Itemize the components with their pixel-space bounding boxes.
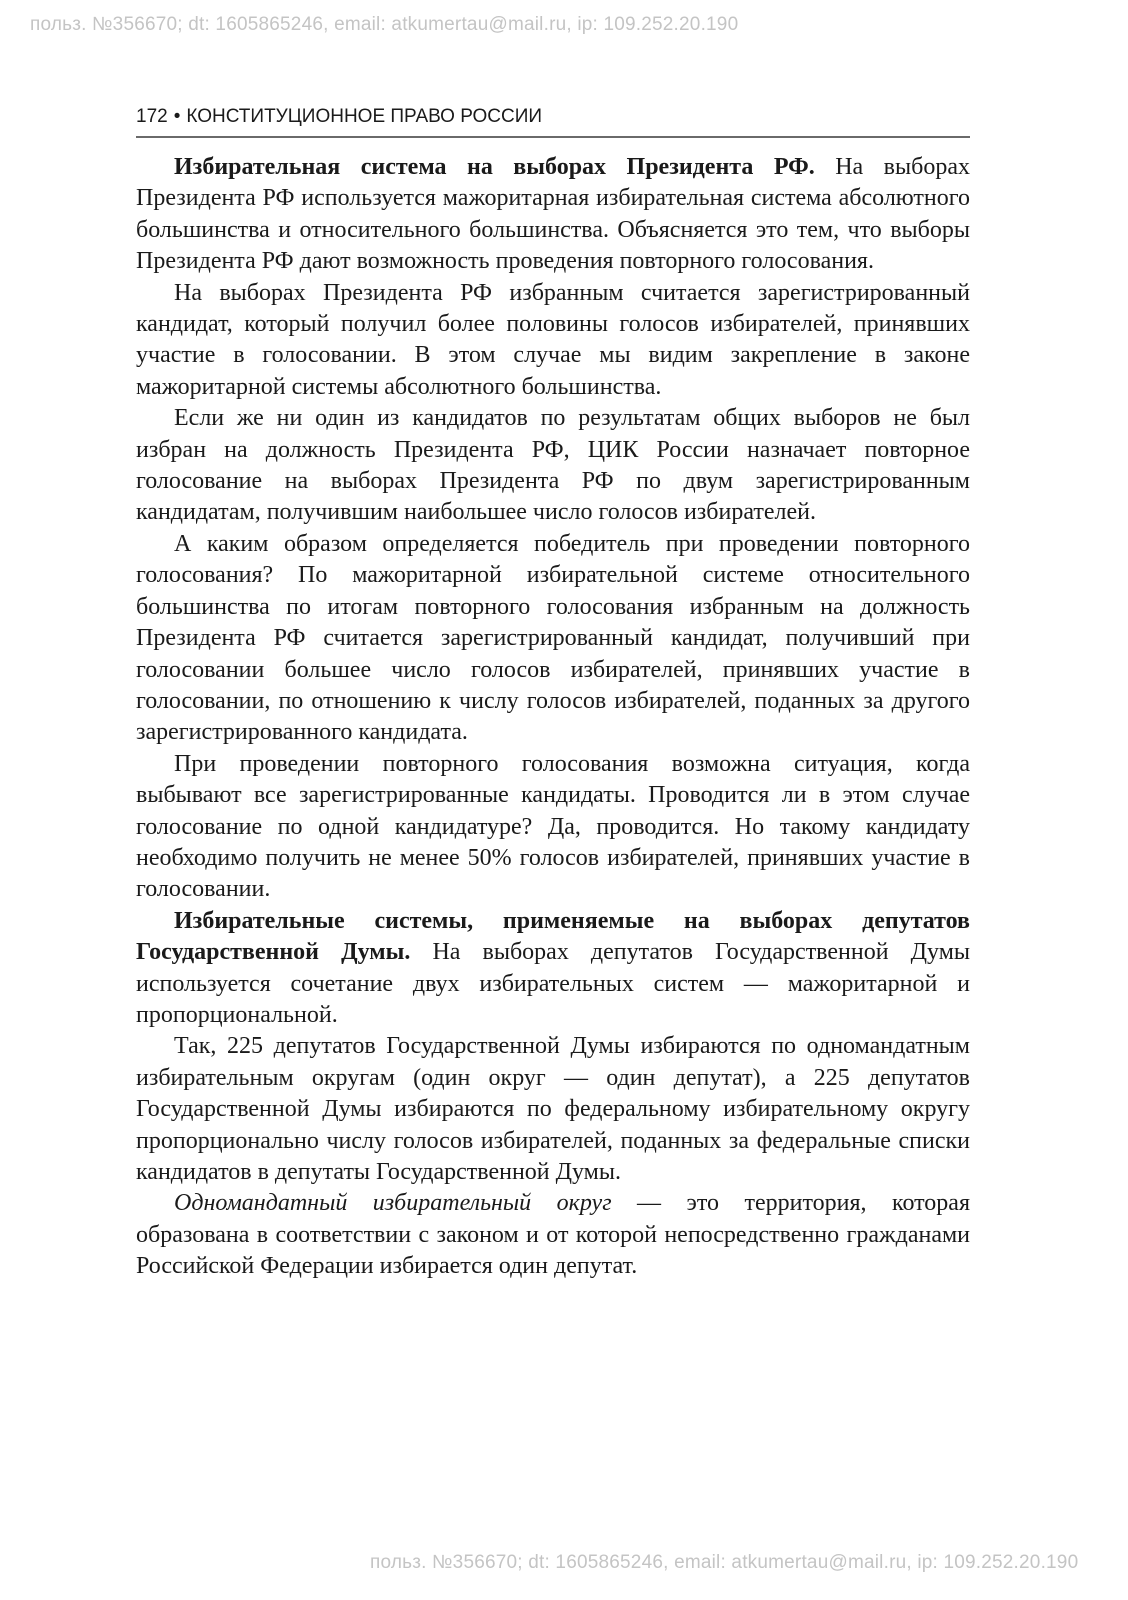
section-heading-duma: Избирательные системы, применяемые на выборах депутатов Государственной Думы. bbox=[136, 907, 970, 966]
paragraph-text: Так, 225 депутатов Государственной Думы избираются по одномандатным избирательным округам (один округ — один депутат), а 225 депутатов Государственной Думы избираются по федеральному избирательному округу пропорционально числу голосов избирателей, поданных за федеральные списки кандидатов в депутаты Государственной Думы. bbox=[136, 1033, 970, 1185]
paragraph-text: На выборах депутатов Государственной Думы используется сочетание двух избирательных систем — мажоритарной и пропорциональной. bbox=[136, 939, 971, 1028]
paragraph-text: — это территория, которая образована в соответствии с законом и от которой непосредственно гражданами Российской Федерации избирается один депутат. bbox=[136, 1190, 970, 1280]
defined-term: Одномандатный избирательный округ bbox=[174, 1190, 612, 1217]
book-title: КОНСТИТУЦИОННОЕ ПРАВО РОССИИ bbox=[186, 106, 543, 127]
section-heading-president: Избирательная система на выборах Президента РФ. bbox=[174, 154, 815, 180]
paragraph-5 bbox=[136, 749, 970, 906]
page-number: 172 bbox=[136, 106, 168, 127]
paragraph-text: На выборах Президента РФ избранным считается зарегистрированный кандидат, который получил более половины голосов избирателей, принявших участие в голосовании. В этом случае мы видим закрепление в законе мажоритарной системы абсолютного большинства. bbox=[136, 279, 970, 400]
paragraph-4 bbox=[136, 529, 970, 749]
paragraph-7 bbox=[136, 1031, 970, 1188]
paragraph-text: На выборах Президента РФ используется мажоритарная избирательная система абсолютного большинства и относительного большинства. Объясняется это тем, что выборы Президента РФ дают возможность проведения повторного голосования. bbox=[136, 154, 970, 275]
body-text bbox=[136, 152, 970, 1283]
paragraph-1 bbox=[136, 152, 970, 278]
paragraph-text: Если же ни один из кандидатов по результатам общих выборов не был избран на должность Президента РФ, ЦИК России назначает повторное голосование на выборах Президента РФ по двум зарегистрированным кандидатам, получившим наибольшее число голосов избирателей. bbox=[136, 405, 970, 526]
running-header bbox=[136, 106, 970, 138]
paragraph-3 bbox=[136, 403, 970, 529]
paragraph-8 bbox=[136, 1188, 970, 1282]
watermark-top: польз. №356670; dt: 1605865246, email: atkumertau@mail.ru, ip: 109.252.20.190 bbox=[30, 14, 739, 35]
header-separator: • bbox=[173, 106, 181, 127]
paragraph-2 bbox=[136, 278, 970, 404]
paragraph-text: А каким образом определяется победитель при проведении повторного голосования? По мажоритарной избирательной системе относительного большинства по итогам повторного голосования избранным на должность Президента РФ считается зарегистрированный кандидат, получивший при голосовании большее число голосов избирателей, принявших участие в голосовании, по отношению к числу голосов избирателей, поданных за другого зарегистрированного кандидата. bbox=[136, 530, 970, 746]
paragraph-text: При проведении повторного голосования возможна ситуация, когда выбывают все зарегистрированные кандидаты. Проводится ли в этом случае голосование по одной кандидатуре? Да, проводится. Но такому кандидату необходимо получить не менее 50% голосов избирателей, принявших участие в голосовании. bbox=[136, 750, 970, 903]
watermark-bottom: польз. №356670; dt: 1605865246, email: atkumertau@mail.ru, ip: 109.252.20.190 bbox=[370, 1552, 1079, 1573]
paragraph-6 bbox=[136, 906, 970, 1032]
